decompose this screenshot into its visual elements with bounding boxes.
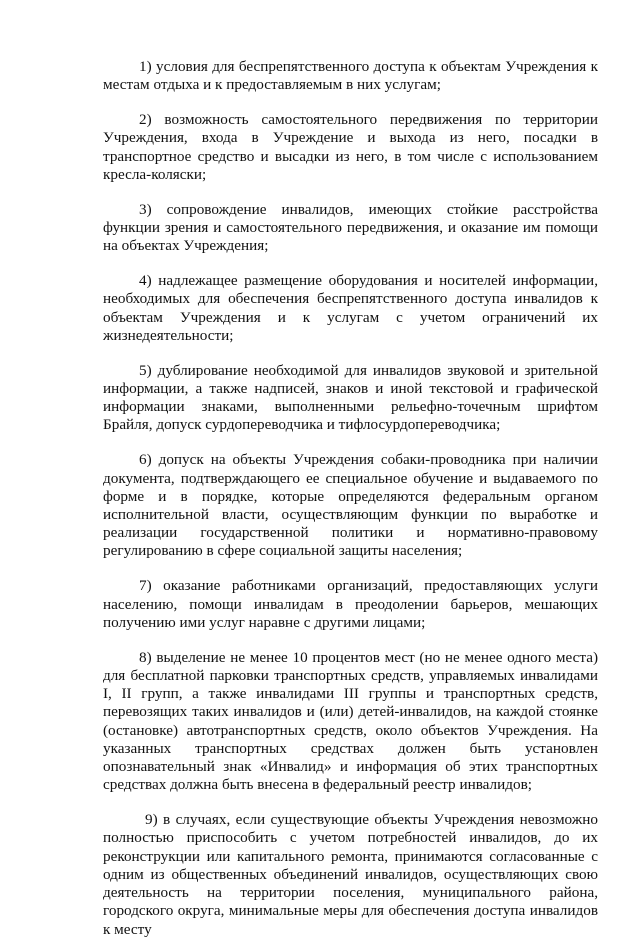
list-item-1: 1) условия для беспрепятственного доступа к объектам Учреждения к местам отдыха и к предоставляемым в них услугам; (103, 58, 598, 94)
list-item-6: 6) допуск на объекты Учреждения собаки-проводника при наличии документа, подтверждающего ее специальное обучение и выдаваемого по форме и в порядке, которые определяются федеральным органом исполнительной власти, осуществляющим функции по выработке и реализации государственной политики и нормативно-правовому регулированию в сфере социальной защиты населения; (103, 451, 598, 560)
document-body (103, 58, 598, 939)
list-item-2: 2) возможность самостоятельного передвижения по территории Учреждения, входа в Учреждение и выхода из него, посадки в транспортное средство и высадки из него, в том числе с использованием кресла-коляски; (103, 111, 598, 183)
list-item-7: 7) оказание работниками организаций, предоставляющих услуги населению, помощи инвалидам в преодолении барьеров, мешающих получению ими услуг наравне с другими лицами; (103, 577, 598, 631)
list-item-5: 5) дублирование необходимой для инвалидов звуковой и зрительной информации, а также надписей, знаков и иной текстовой и графической информации знаками, выполненными рельефно-точечным шрифтом Брайля, допуск сурдопереводчика и тифлосурдопереводчика; (103, 361, 598, 434)
list-item-3: 3) сопровождение инвалидов, имеющих стойкие расстройства функции зрения и самостоятельного передвижения, и оказание им помощи на объектах Учреждения; (103, 200, 598, 255)
list-item-8: 8) выделение не менее 10 процентов мест (но не менее одного места) для бесплатной парковки транспортных средств, управляемых инвалидами I, II групп, а также инвалидами III группы и транспортных средств, перевозящих таких инвалидов и (или) детей-инвалидов, на каждой стоянке (остановке) автотранспортных средств, около объектов Учреждения. На указанных транспортных средствах должен быть установлен опознавательный знак «Инвалид» и информация об этих транспортных средствах должна быть внесена в федеральный реестр инвалидов; (103, 648, 598, 794)
list-item-9: 9) в случаях, если существующие объекты Учреждения невозможно полностью приспособить с учетом потребностей инвалидов, до их реконструкции или капитального ремонта, принимаются согласованные с одним из общественных объединений инвалидов, осуществляющих свою деятельность на территории поселения, муниципального района, городского округа, минимальные меры для обеспечения доступа инвалидов к месту (103, 811, 598, 938)
list-item-4: 4) надлежащее размещение оборудования и носителей информации, необходимых для обеспечения беспрепятственного доступа инвалидов к объектам Учреждения и к услугам с учетом ограничений их жизнедеятельности; (103, 272, 598, 344)
